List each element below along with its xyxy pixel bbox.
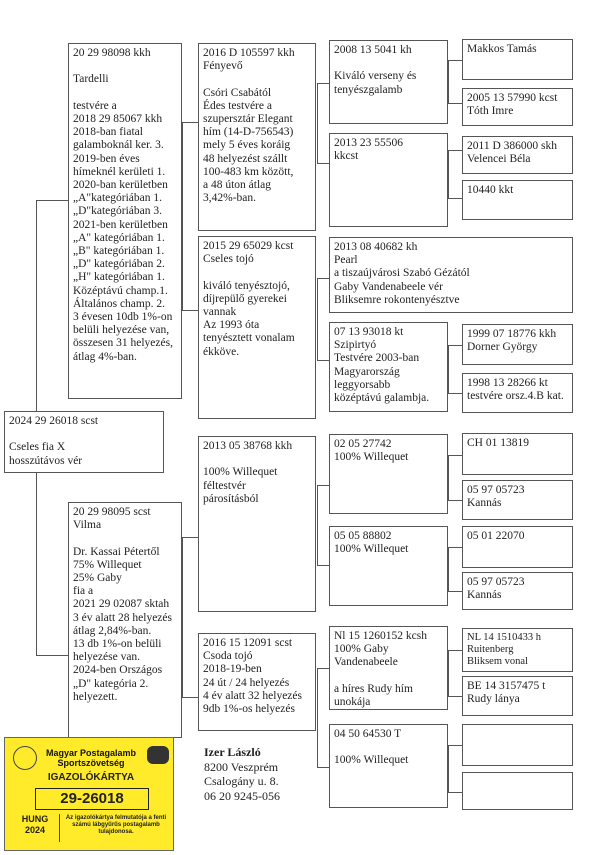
connector bbox=[317, 485, 329, 486]
connector bbox=[448, 150, 462, 151]
country-year bbox=[15, 814, 55, 836]
connector bbox=[317, 83, 318, 163]
connector bbox=[448, 198, 462, 199]
connector bbox=[182, 537, 198, 538]
connector bbox=[36, 200, 68, 201]
connector bbox=[448, 500, 462, 501]
ancestor-box: 1998 13 28266 kt testvére orsz.4.B kat. bbox=[462, 373, 573, 413]
pigeon-logo-icon bbox=[147, 746, 169, 764]
sire-sire-box: 2016 D 105597 kkh Fényevő Csóri Csabától Édes testvére a szupersztár Elegant hím (14-D-756543) mely 5 éves koráig 48 helyezést szállt 100-483 km között, a 48 úton átlag 3,42%-ban. bbox=[198, 43, 316, 231]
dam-sire-box: 2013 05 38768 kkh 100% Willequet féltestvér párosításból bbox=[198, 436, 316, 612]
connector bbox=[182, 697, 198, 698]
owner-info bbox=[204, 745, 280, 803]
connector bbox=[448, 103, 462, 104]
connector bbox=[448, 345, 449, 393]
connector bbox=[448, 792, 462, 793]
divider bbox=[59, 814, 60, 842]
sdd-box: 07 13 93018 kt Szipirtyó Testvére 2003-ban Magyarország leggyorsabb középtávú galambja. bbox=[329, 322, 448, 412]
ddd-box: 04 50 64530 T 100% Willequet bbox=[329, 724, 448, 808]
ancestor-box: NL 14 1510433 h Ruitenberg Bliksem vonal bbox=[462, 628, 573, 672]
connector bbox=[448, 60, 462, 61]
connector bbox=[182, 122, 198, 123]
connector bbox=[317, 767, 329, 768]
connector bbox=[448, 547, 462, 548]
connector bbox=[448, 393, 462, 394]
connector bbox=[36, 655, 68, 656]
connector bbox=[448, 650, 449, 696]
ancestor-box: 10440 kkt bbox=[462, 180, 573, 220]
connector bbox=[448, 745, 449, 792]
card-title: IGAZOLÓKÁRTYA bbox=[47, 772, 135, 783]
connector bbox=[182, 310, 198, 311]
ancestor-box: Makkos Tamás bbox=[462, 39, 573, 80]
connector bbox=[317, 668, 318, 767]
connector bbox=[317, 278, 329, 279]
connector bbox=[317, 485, 318, 565]
connector bbox=[448, 455, 462, 456]
ring-number: 29-26018 bbox=[35, 788, 149, 810]
ancestor-box bbox=[462, 724, 573, 766]
sire-box: 20 29 98098 kkh Tardelli testvére a 2018 29 85067 kkh 2018-ban fiatal galamboknál ker. 3. 2019-ben éves hímeknél kerületi 1. 2020-ban kerületben „A"kategóriában 1. „D"kategóriában 3. 2021-ben kerületben „A" kategóriában 1. „B" kategóriában 1. „D" kategóriában 2. „H" kategóriában 1. Középtávú champ.1. Általános champ. 2. 3 évesen 10db 1%-on belüli helyezése van, összesen 31 helyezés, átlag 4%-ban. bbox=[68, 43, 182, 399]
card-year: 2024 bbox=[24, 825, 46, 835]
connector bbox=[448, 150, 449, 198]
federation-name: Magyar Postagalamb Sportszövetség bbox=[45, 748, 137, 768]
owner-phone: 06 20 9245-056 bbox=[204, 788, 280, 803]
connector bbox=[448, 455, 449, 500]
ancestor-box: 2011 D 386000 skh Velencei Béla bbox=[462, 136, 573, 174]
owner-city: 8200 Veszprém bbox=[204, 759, 279, 774]
connector bbox=[448, 60, 449, 103]
sire-dam-box: 2015 29 65029 kcst Cseles tojó kiváló tenyésztojó, díjrepülő gyerekei vannak Az 1993 óta tenyésztett vonalam ékköve. bbox=[198, 236, 316, 419]
connector bbox=[448, 547, 449, 591]
connector bbox=[448, 591, 462, 592]
connector bbox=[182, 537, 183, 697]
connector bbox=[317, 360, 329, 361]
ancestor-box: 05 01 22070 bbox=[462, 526, 573, 568]
card-note: Az igazolókártya felmutatója a fenti számú lábgyűrűs postagalamb tulajdonosa. bbox=[65, 815, 167, 835]
connector bbox=[448, 345, 462, 346]
connector bbox=[317, 278, 318, 360]
owner-street: Csalogány u. 8. bbox=[204, 774, 279, 788]
sss-box: 2008 13 5041 kh Kiváló verseny és tenyészgalamb bbox=[329, 40, 448, 124]
connector bbox=[182, 122, 183, 310]
owner-name: Izer László bbox=[204, 745, 261, 759]
ancestor-box: CH 01 13819 bbox=[462, 433, 573, 475]
subject-box: 2024 29 26018 scst Cseles fia X hosszútávos vér bbox=[4, 411, 164, 473]
connector bbox=[317, 668, 329, 669]
connector bbox=[317, 163, 329, 164]
dam-box: 20 29 98095 scst Vilma Dr. Kassai Pétertől 75% Willequet 25% Gaby fia a 2021 29 02087 sktah 3 év alatt 28 helyezés átlag 2,84%-ban. 13 db 1%-on belüli helyezése van. 2024-ben Országos „D" kategória 2. helyezett. bbox=[68, 502, 182, 738]
dsd-box: 05 05 88802 100% Willequet bbox=[329, 526, 448, 606]
ancestor-box: 05 97 05723 Kannás bbox=[462, 480, 573, 520]
connector bbox=[317, 83, 329, 84]
connector bbox=[448, 696, 462, 697]
federation-logo-icon bbox=[13, 746, 37, 770]
ancestor-box: 2005 13 57990 kcst Tóth Imre bbox=[462, 88, 573, 126]
connector bbox=[448, 745, 462, 746]
dss-box: 02 05 27742 100% Willequet bbox=[329, 434, 448, 514]
ancestor-box bbox=[462, 772, 573, 810]
ancestor-box: BE 14 3157475 t Rudy lánya bbox=[462, 676, 573, 716]
ancestor-box: 05 97 05723 Kannás bbox=[462, 572, 573, 610]
connector bbox=[448, 650, 462, 651]
ssd-box: 2013 23 55506 kkcst bbox=[329, 133, 448, 227]
id-card bbox=[4, 737, 174, 851]
dam-dam-box: 2016 15 12091 scst Csoda tojó 2018-19-ben 24 út / 24 helyezés 4 év alatt 32 helyezés 9db 1%-os helyezés bbox=[198, 633, 316, 731]
country-code: HUNG bbox=[21, 814, 49, 824]
ancestor-box: 1999 07 18776 kkh Dorner György bbox=[462, 324, 573, 365]
connector bbox=[317, 565, 329, 566]
dds-box: Nl 15 1260152 kcsh 100% Gaby Vandenabeele a híres Rudy hím unokája bbox=[329, 626, 448, 710]
sds-box: 2013 08 40682 kh Pearl a tiszaújvárosi Szabó Gézától Gaby Vandenabeele vér Bliksemre rokontenyésztve bbox=[329, 237, 573, 313]
